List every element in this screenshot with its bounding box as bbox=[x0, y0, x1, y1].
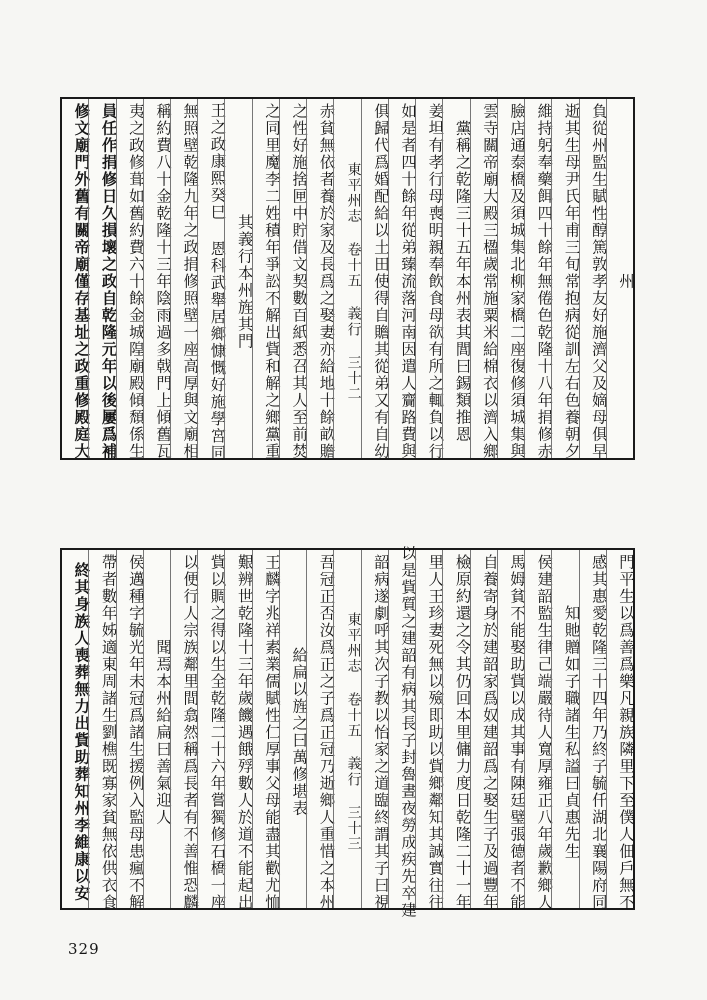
upper-page-frame bbox=[60, 97, 635, 460]
text-column: 如是者四十餘年從弟臻流落河南因遣人齎路費與 bbox=[388, 99, 415, 458]
text-column: 自養寄身於建韶家爲奴建韶爲之娶生子及過豐年 bbox=[470, 550, 497, 908]
text-column: 王之政康熙癸巳 恩科武舉居鄉慷慨好施學宮同 bbox=[197, 99, 224, 458]
text-column: 雲寺關帝廟大殿三楹歲常施粟米給棉衣以濟入鄉 bbox=[470, 99, 497, 458]
text-column: 馬姆貧不能娶助貲以成其事有陳廷璧張德者不能 bbox=[497, 550, 524, 908]
text-column: 知貤贈如子職諸生私謚曰貞惠先生 bbox=[551, 550, 578, 908]
text-column: 赤貧無依者養於家及長爲之娶妻亦給地十餘畝贍 bbox=[306, 99, 333, 458]
text-column: 貲以賙之得以生全乾隆二十六年嘗獨修石橋一座 bbox=[197, 550, 224, 908]
text-column: 稱約費八十金乾隆十三年陰雨過多戟門上傾舊瓦 bbox=[143, 99, 170, 458]
text-column: 以便行人宗族鄰里間翕然稱爲長者有不善惟恐麟 bbox=[170, 550, 197, 908]
text-column: 無照壁乾隆九年之政捐修照壁一座高厚與文廟相 bbox=[170, 99, 197, 458]
text-column: 終其身族人喪葬無力出貲助葬知州李維康以安 bbox=[72, 562, 91, 902]
text-column: 吾冠正否汝爲正之子爲正冠乃逝鄉人重惜之本州 bbox=[306, 550, 333, 908]
text-column: 聞焉本州給扁曰善氣迎人 bbox=[143, 550, 170, 908]
text-column: 王麟字兆祥素業儒賦性仁厚事父母能盡其歡尤恤 bbox=[252, 550, 279, 908]
text-column: 修文廟門外舊有關帝廟僅存基址之政重修殿庭大 bbox=[72, 103, 91, 460]
text-column: 艱辨世乾隆十三年歲饑遇餓殍數人於道不能起出 bbox=[224, 550, 251, 908]
text-column: 侯邁種字毓光年未冠爲諸生援例入監母患瘋不解 bbox=[116, 550, 143, 908]
text-column: 之同里魔李二姓積年爭訟不解出貲和解之鄉黨重 bbox=[252, 99, 279, 458]
folio-column: 東平州志 卷十五 義行 三十三 bbox=[333, 550, 360, 908]
text-column: 俱歸代爲婚配給以土田使得自贍其從弟又有自幼 bbox=[361, 99, 388, 458]
text-column: 里人王珍妻死無以殮即助以貲鄉鄰知其誠實往往 bbox=[415, 550, 442, 908]
text-column: 帶者數年姊適東周諸生劉樵既寡家貧無依供衣食 bbox=[88, 550, 115, 908]
text-column: 給扁以旌之曰萬修堪表 bbox=[279, 550, 306, 908]
folio-column: 東平州志 卷十五 義行 三十二 bbox=[333, 99, 360, 458]
text-column: 其義行本州旌其門 bbox=[224, 99, 251, 458]
text-column: 逝其生母尹氏年甫三旬常抱病從訓左右色養朝夕 bbox=[551, 99, 578, 458]
text-column: 之性好施捨匣中貯借文契數百紙悉召其人至前焚 bbox=[279, 99, 306, 458]
page-number: 329 bbox=[68, 940, 100, 958]
text-column: 以是貲質之建韶有病其長子封魯晝夜勞成疾先卒建 bbox=[388, 550, 415, 908]
text-column: 姜坦有孝行母喪明親奉飲食母欲有所之輒負以行 bbox=[415, 99, 442, 458]
text-column: 檢原約還之令其仍回本里傭力度日乾隆二十一年 bbox=[442, 550, 469, 908]
text-column: 韶病遂劇呼其次子教以怡家之道臨終謂其子曰視 bbox=[361, 550, 388, 908]
text-column: 州 bbox=[606, 99, 633, 458]
text-column: 臉店通泰橋及須城集北柳家橋二座復修須城集與 bbox=[497, 99, 524, 458]
text-column: 感其惠愛乾隆三十四年乃終子毓仟湖北襄陽府同 bbox=[579, 550, 606, 908]
text-column: 侯建韶監生律己端嚴待人寬厚雍正八年歲歉鄉人 bbox=[524, 550, 551, 908]
text-column: 門平生以爲善爲樂凡親族隣里下至僕人佃戶無不 bbox=[606, 550, 633, 908]
text-column: 夷之政修葺如舊約費六十餘金城隍廟殿傾頹係生 bbox=[116, 99, 143, 458]
lower-page-columns bbox=[62, 545, 635, 919]
text-column: 黨稱之乾隆三十五年本州表其閭曰錫類推恩 bbox=[442, 99, 469, 458]
text-column: 負從州監生賦性醇篤敦孝友好施濟父及嫡母俱早 bbox=[579, 99, 606, 458]
upper-page-columns bbox=[62, 99, 635, 462]
lower-page-frame bbox=[60, 545, 635, 919]
text-column: 員任作捐修日久損壞之政自乾隆元年以後屢爲補 bbox=[88, 99, 115, 458]
text-column: 維持躬奉藥餌四十餘年無倦色乾隆十八年捐修赤 bbox=[524, 99, 551, 458]
